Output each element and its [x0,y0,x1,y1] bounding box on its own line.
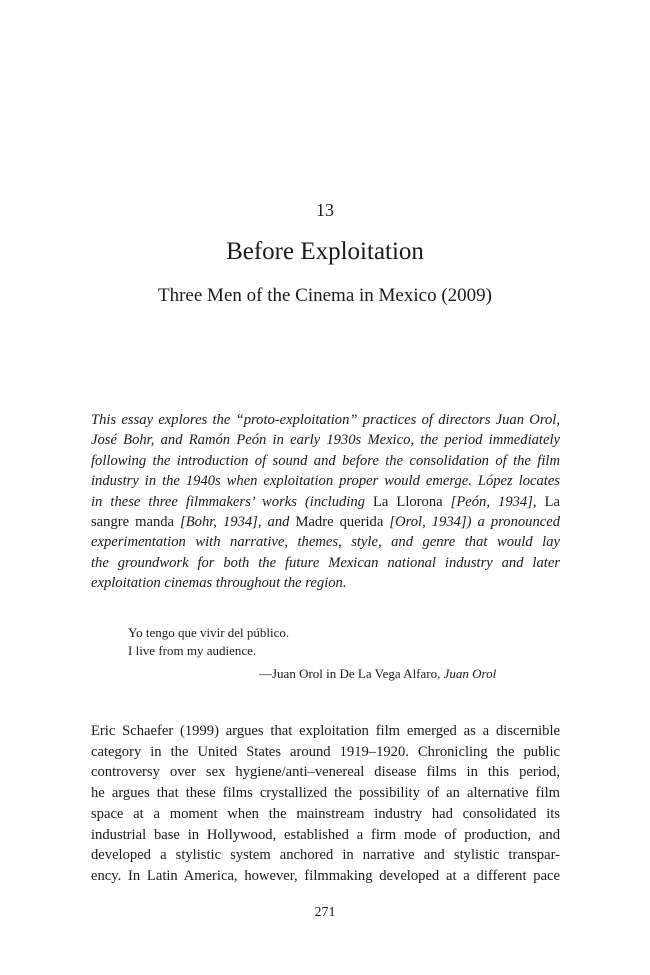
epigraph [128,624,528,683]
chapter-number: 13 [316,200,334,220]
body-line: controversy over sex hygiene/anti–venereal disease films in this period, [91,764,560,781]
abstract-text: [Orol, 1934]) a pronounced [383,514,561,531]
abstract-text: [Peón, 1934], [442,493,545,510]
epigraph-spanish: Yo tengo que vivir del público. [128,625,290,640]
body-line: space at a moment when the mainstream industry had consolidated its [91,805,560,822]
body-line: category in the United States around 1919–1920. Chronicling the public [91,743,560,760]
body-line: he argues that these films crystallized the possibility of an alternative film [91,785,560,802]
body-line: ency. In Latin America, however, filmmaking developed at a different pace [91,867,560,884]
abstract-text: [Bohr, 1934], and [174,514,296,531]
abstract-line [91,492,560,512]
epigraph-english: I live from my audience. [128,643,257,658]
film-title-la-llorona: La Llorona [372,493,443,510]
abstract-line: exploitation cinemas throughout the region. [91,575,347,592]
chapter-abstract [91,410,560,594]
film-title-la-sangre-manda-end: sangre manda [91,514,175,531]
epigraph-attribution [128,665,528,683]
body-line: industrial base in Hollywood, established a firm mode of production, and [91,826,560,843]
chapter-subtitle: Three Men of the Cinema in Mexico (2009) [158,285,492,306]
abstract-line: experimentation with narrative, themes, style, and genre that would lay [91,534,560,551]
epigraph-attribution-work: Juan Orol [443,666,497,681]
chapter-title: Before Exploitation [226,238,424,265]
page-number: 271 [314,905,336,920]
body-paragraph [91,721,560,887]
film-title-la-sangre-manda-start: La [544,493,560,510]
abstract-text: in these three filmmakers’ works (including [91,493,373,510]
abstract-line: the groundwork for both the future Mexican national industry and later [91,554,560,571]
abstract-line: following the introduction of sound and before the consolidation of the film [91,452,560,469]
abstract-line: industry in the 1940s when exploitation proper would emerge. López locates [91,473,560,490]
body-line: developed a stylistic system anchored in narrative and stylistic transpar- [91,847,560,864]
film-title-madre-querida: Madre querida [295,514,384,531]
abstract-line [91,512,560,532]
epigraph-attribution-text: —Juan Orol in De La Vega Alfaro, [259,666,444,681]
abstract-line: José Bohr, and Ramón Peón in early 1930s Mexico, the period immediately [91,432,560,449]
body-line: Eric Schaefer (1999) argues that exploitation film emerged as a discernible [91,723,560,739]
abstract-line: This essay explores the “proto-exploitation” practices of directors Juan Orol, [91,412,560,428]
